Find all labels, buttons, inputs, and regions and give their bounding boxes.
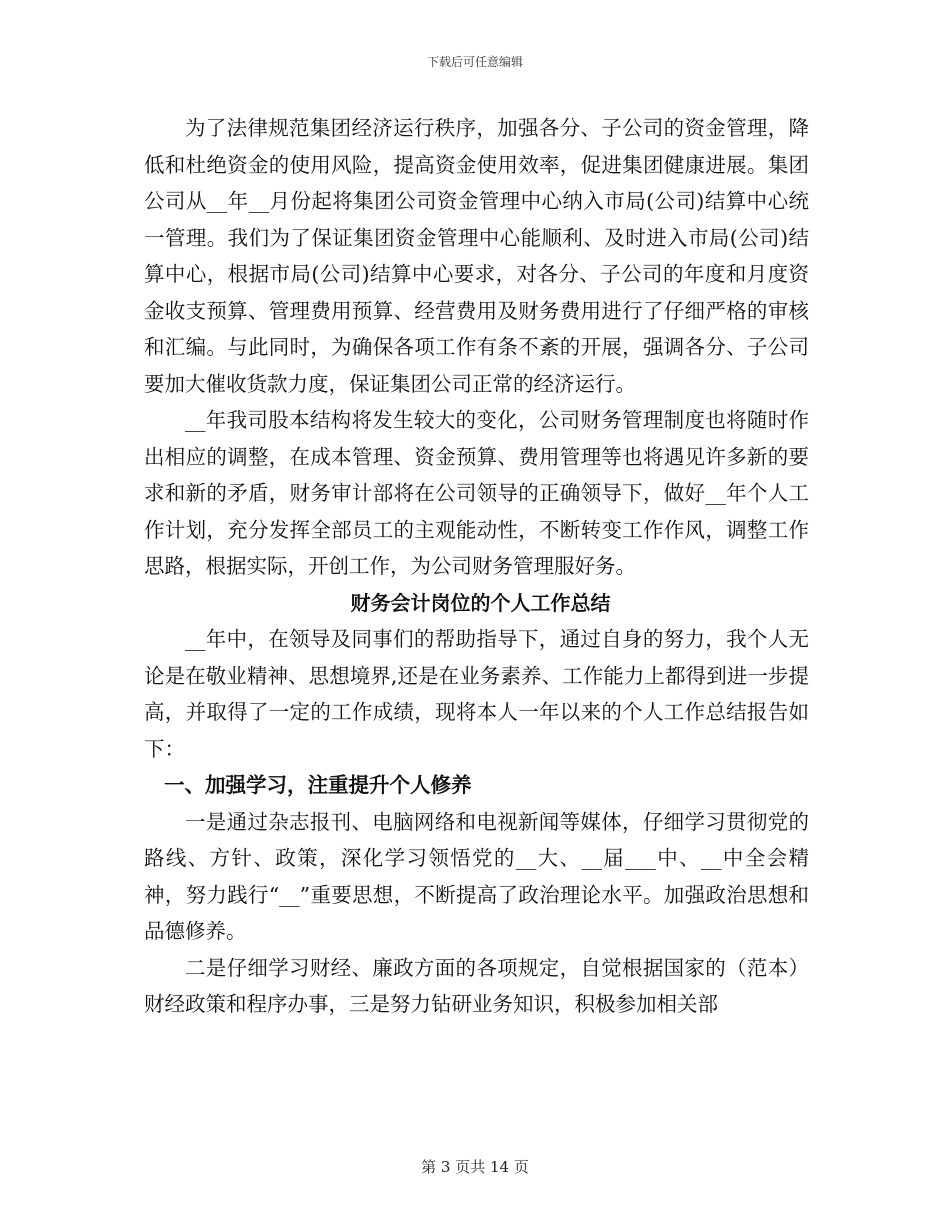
intro-paragraph: __年中，在领导及同事们的帮助指导下，通过自身的努力，我个人无论是在敬业精神、思想境界,还是在业务素养、工作能力上都得到进一步提高，并取得了一定的工作成绩，现将本人一年以来的个人工作总结报告如下： [144,627,809,761]
body-paragraph-funds-management: 为了法律规范集团经济运行秩序，加强各分、子公司的资金管理，降低和杜绝资金的使用风险，提高资金使用效率，促进集团健康进展。集团公司从__年__月份起将集团公司资金管理中心纳入市局(公司)结算中心统一管理。我们为了保证集团资金管理中心能顺利、及时进入市局(公司)结算中心，根据市局(公司)结算中心要求，对各分、子公司的年度和月度资金收支预算、管理费用预算、经营费用及财务费用进行了仔细严格的审核和汇编。与此同时，为确保各项工作有条不紊的开展，强调各分、子公司要加大催收货款力度，保证集团公司正常的经济运行。 [144,116,809,396]
document-body [144,110,809,1023]
section-heading-study: 一、加强学习，注重提升个人修养 [164,773,472,797]
section-paragraph-finance-rules: 二是仔细学习财经、廉政方面的各项规定，自觉根据国家的（范本）财经政策和程序办事，三是努力钻研业务知识，积极参加相关部 [144,955,809,1016]
document-title: 财务会计岗位的个人工作总结 [350,590,611,615]
section-paragraph-political-study: 一是通过杂志报刊、电脑网络和电视新闻等媒体，仔细学习贯彻党的路线、方针、政策，深化学习领悟党的__大、__届___中、__中全会精神，努力践行“__”重要思想，不断提高了政治理论水平。加强政治思想和品德修养。 [144,809,809,943]
body-paragraph-financial-plan: __年我司股本结构将发生较大的变化，公司财务管理制度也将随时作出相应的调整，在成本管理、资金预算、费用管理等也将遇见许多新的要求和新的矛盾，财务审计部将在公司领导的正确领导下，做好__年个人工作计划，充分发挥全部员工的主观能动性，不断转变工作作风，调整工作思路，根据实际，开创工作，为公司财务管理服好务。 [144,408,809,578]
page-header-note: 下载后可任意编辑 [426,55,523,69]
page-number-footer: 第 3 页共 14 页 [421,1158,529,1176]
